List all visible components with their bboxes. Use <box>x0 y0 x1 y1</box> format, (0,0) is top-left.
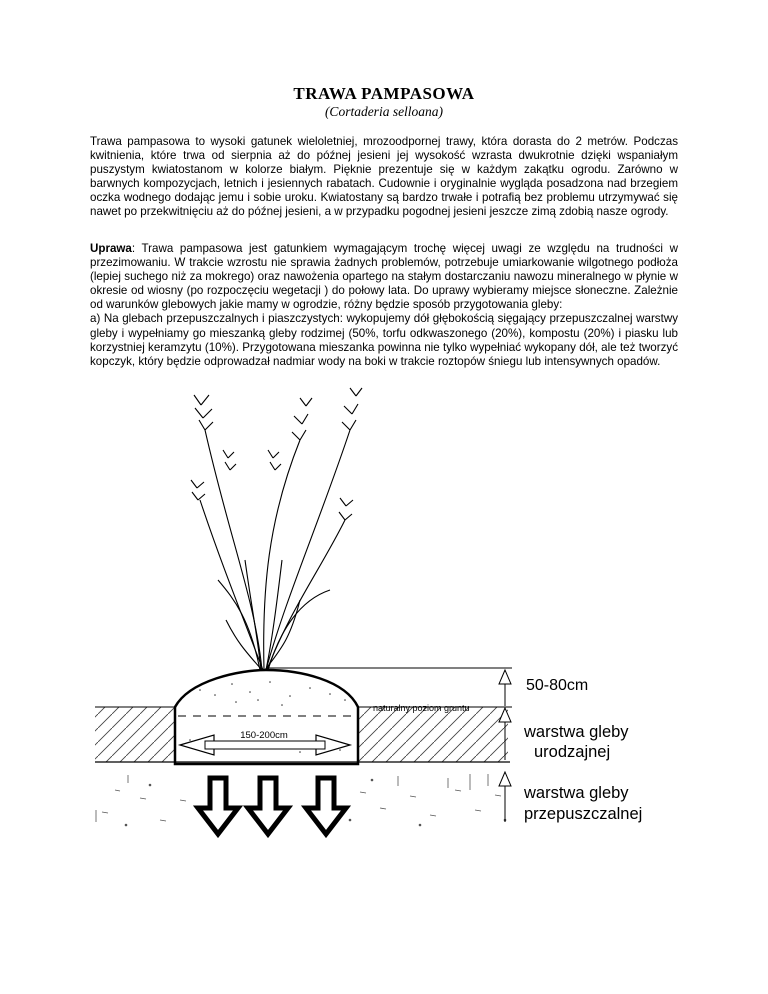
drainage-arrow-3-icon <box>306 778 346 834</box>
permeable-layer-label-1: warstwa gleby <box>524 784 629 802</box>
permeable-soil-layer <box>96 774 506 826</box>
document-title: TRAWA PAMPASOWA <box>293 84 475 103</box>
drainage-arrow-2-icon <box>248 778 288 834</box>
width-label: 150-200cm <box>240 730 288 741</box>
cultivation-point-a: a) Na glebach przepuszczalnych i piaszczystych: wykopujemy dół głębokością sięgający przepuszczalnej warstwy gleby i wypełniamy go mieszanką gleby rodzimej (50%, torfu odkwaszonego (20%), kompostu (20%) i piasku lub korzystniej keramzytu (10%). Przygotowana mieszanka powinna nie tylko wypełniać wykopany dół, ale też tworzyć kopczyk, który będzie odprowadzał nadmiar wody na boki w trakcie roztopów śniegu lub intensywnych opadów. <box>90 312 678 368</box>
drainage-arrow-1-icon <box>198 778 238 834</box>
fertile-soil-layer <box>95 707 510 762</box>
mound-height-label: 50-80cm <box>526 677 589 694</box>
cultivation-text: : Trawa pampasowa jest gatunkiem wymagającym trochę więcej uwagi ze względu na trudności w przezimowaniu. W trakcie wzrostu nie sprawia żadnych problemów, potrzebuje umiarkowanie wilgotnego podłoża (lepiej suchego niż za mokrego) oraz nawożenia opartego na stałym dostarczaniu nawozu mineralnego w płynie w okresie od wiosny (po rozpoczęciu wegetacji ) do połowy lata. Do uprawy wybieramy miejsce słoneczne. Zależnie od warunków glebowych jakie mamy w ogrodzie, różny będzie sposób przygotowania gleby: <box>90 242 678 312</box>
pampas-grass-illustration <box>191 388 362 670</box>
natural-ground-level-label: naturalny poziom gruntu <box>373 703 470 713</box>
drainage-arrows <box>198 778 346 834</box>
cultivation-label: Uprawa <box>90 242 132 255</box>
fertile-layer-label-2: urodzajnej <box>534 743 611 761</box>
document-subtitle: (Cortaderia selloana) <box>324 104 444 119</box>
permeable-layer-label-2: przepuszczalnej <box>524 805 643 823</box>
fertile-layer-label-1: warstwa gleby <box>524 723 629 741</box>
intro-paragraph: Trawa pampasowa to wysoki gatunek wieloletniej, mrozoodpornej trawy, która dorasta do 2 metrów. Podczas kwitnienia, które trwa od sierpnia aż do późnej jesieni jej wysokość wzrasta dwukrotnie dzięki wspaniałym puszystym kwiatostanom w kolorze białym. Pięknie prezentuje się w każdym zakątku ogrodu. Zarówno w barwnych kompozycjach, letnich i jesiennych rabatach. Cudownie i oryginalnie wygląda posadzona nad brzegiem oczka wodnego dodając jemu i sobie uroku. Kwiatostany są bardzo trwałe i potrafią bez problemu utrzymywać się nawet po przekwitnięciu aż do późnej jesieni, a w przypadku pogodnej jesieni jeszcze zimą zdobią nasze ogrody. <box>90 135 678 219</box>
